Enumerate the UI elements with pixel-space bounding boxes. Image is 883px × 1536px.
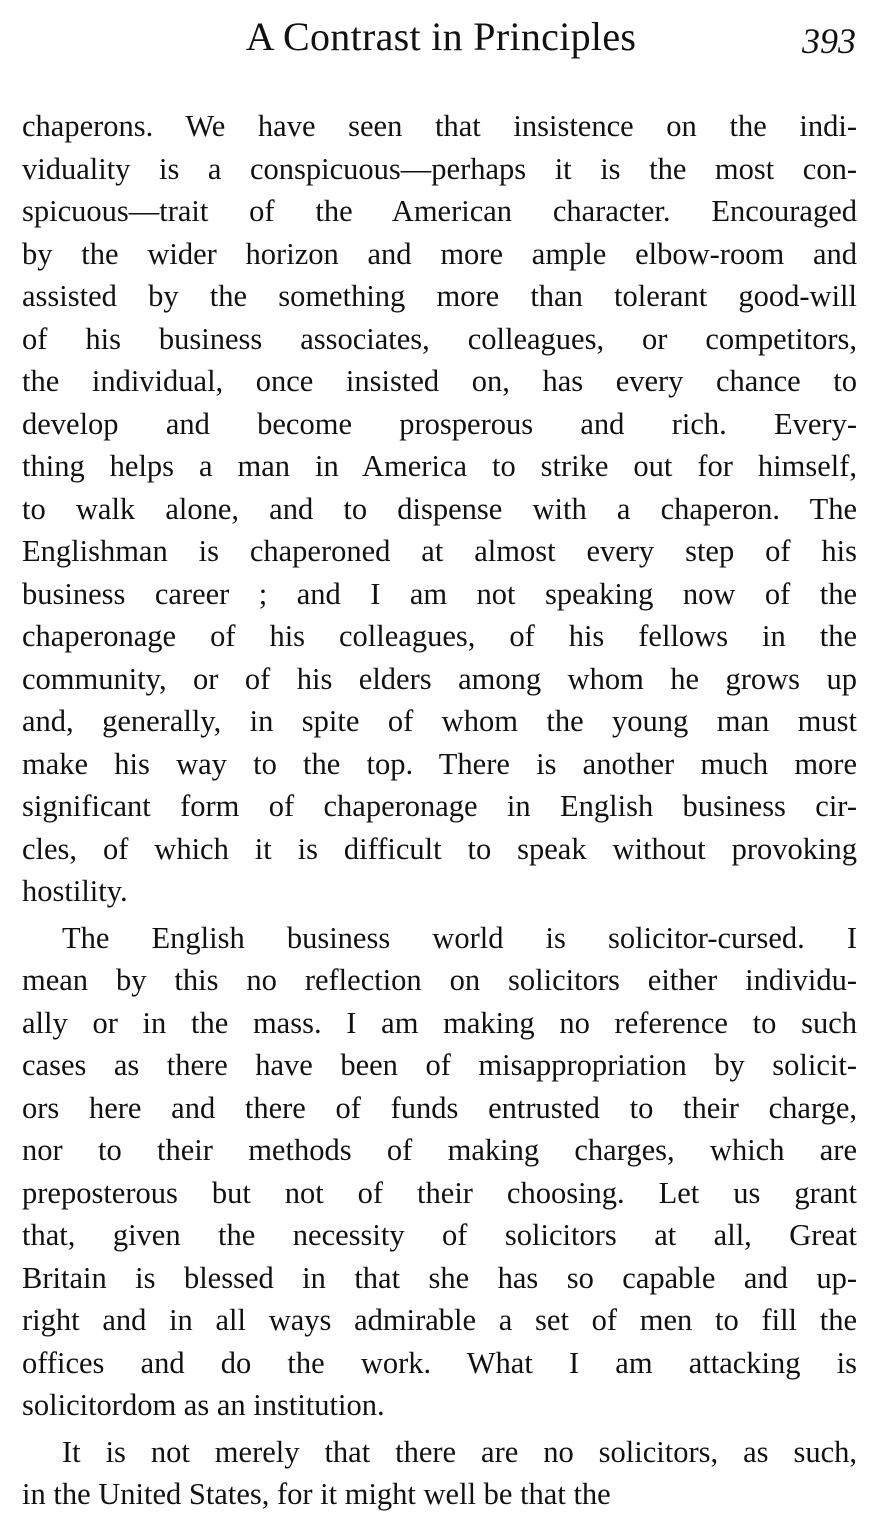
text-line: viduality is a conspicuous—perhaps it is the most con- xyxy=(22,151,857,186)
text-line: make his way to the top. There is another much more xyxy=(22,746,857,781)
text-line: solicitordom as an institution. xyxy=(22,1388,385,1422)
body-text xyxy=(22,105,857,1516)
text-line: offices and do the work. What I am attacking is xyxy=(22,1345,857,1380)
text-line: in the United States, for it might well be that the xyxy=(22,1477,611,1511)
text-line: right and in all ways admirable a set of men to fill the xyxy=(22,1303,857,1337)
paragraph xyxy=(22,105,857,913)
text-line: the individual, once insisted on, has every chance to xyxy=(22,364,857,398)
text-line: hostility. xyxy=(22,874,128,908)
text-line: business career ; and I am not speaking now of the xyxy=(22,576,857,611)
text-line: ors here and there of funds entrusted to their charge, xyxy=(22,1090,857,1125)
text-line: ally or in the mass. I am making no reference to such xyxy=(22,1005,857,1040)
text-line: that, given the necessity of solicitors at all, Great xyxy=(22,1218,857,1252)
text-line: Englishman is chaperoned at almost every step of his xyxy=(22,534,857,568)
text-line: of his business associates, colleagues, or competitors, xyxy=(22,321,857,356)
text-line: preposterous but not of their choosing. Let us grant xyxy=(22,1175,857,1210)
text-line: and, generally, in spite of whom the young man must xyxy=(22,704,857,738)
text-line: spicuous—trait of the American character. Encouraged xyxy=(22,194,857,228)
text-line: It is not merely that there are no solicitors, as such, xyxy=(62,1434,857,1469)
text-line: develop and become prosperous and rich. Every- xyxy=(22,406,857,441)
running-head xyxy=(22,12,860,62)
text-line: Britain is blessed in that she has so capable and up- xyxy=(22,1260,857,1295)
page-number: 393 xyxy=(802,21,856,61)
text-line: thing helps a man in America to strike out for himself, xyxy=(22,449,857,483)
text-line: mean by this no reflection on solicitors either individu- xyxy=(22,963,857,997)
text-line: by the wider horizon and more ample elbow-room and xyxy=(22,236,857,271)
text-line: cles, of which it is difficult to speak without provoking xyxy=(22,831,857,866)
text-line: community, or of his elders among whom he grows up xyxy=(22,661,857,696)
text-line: significant form of chaperonage in English business cir- xyxy=(22,789,857,823)
text-line: The English business world is solicitor-cursed. I xyxy=(62,920,857,955)
text-line: chaperons. We have seen that insistence on the indi- xyxy=(22,109,857,143)
text-line: to walk alone, and to dispense with a chaperon. The xyxy=(22,491,857,526)
text-line: assisted by the something more than tolerant good-will xyxy=(22,279,857,313)
text-line: chaperonage of his colleagues, of his fellows in the xyxy=(22,619,857,653)
text-line: cases as there have been of misappropriation by solicit- xyxy=(22,1048,857,1082)
text-line: nor to their methods of making charges, which are xyxy=(22,1133,857,1167)
running-title: A Contrast in Principles xyxy=(245,14,637,59)
paragraph xyxy=(22,1431,857,1516)
paragraph xyxy=(22,917,857,1427)
